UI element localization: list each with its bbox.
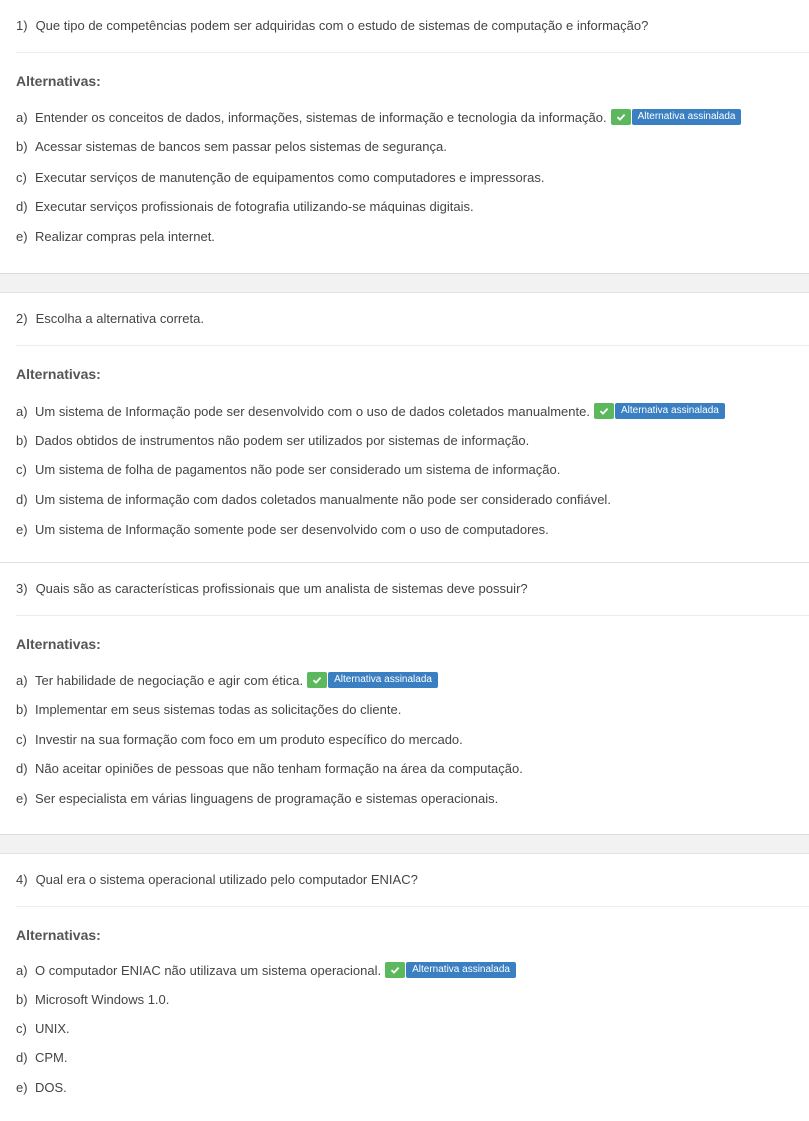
alternative-text: Dados obtidos de instrumentos não podem ser utilizados por sistemas de informação.	[35, 432, 530, 448]
question-card-1	[0, 0, 809, 274]
alternative-text: Acessar sistemas de bancos sem passar pelos sistemas de segurança.	[35, 138, 447, 154]
alternative-d[interactable]	[16, 196, 474, 216]
question-text	[16, 581, 528, 596]
alternative-text: Ter habilidade de negociação e agir com ética.	[35, 672, 304, 688]
alternative-letter: a)	[16, 962, 28, 978]
alternative-text: Executar serviços profissionais de fotografia utilizando-se máquinas digitais.	[35, 198, 474, 214]
question-statement: Quais são as características profissionais que um analista de sistemas deve possuir?	[35, 581, 528, 596]
alternative-text: Não aceitar opiniões de pessoas que não tenham formação na área da computação.	[35, 760, 523, 776]
question-text	[16, 311, 204, 326]
alternative-text: Executar serviços de manutenção de equipamentos como computadores e impressoras.	[35, 169, 545, 185]
divider	[16, 906, 809, 907]
alternative-letter: d)	[16, 198, 28, 214]
alternative-b[interactable]	[16, 989, 169, 1009]
alternative-c[interactable]	[16, 459, 560, 479]
question-statement: Qual era o sistema operacional utilizado pelo computador ENIAC?	[35, 872, 418, 887]
alternative-e[interactable]	[16, 226, 215, 246]
marked-answer-badge: Alternativa assinalada	[615, 403, 725, 419]
alternative-letter: e)	[16, 521, 28, 537]
alternative-text: Investir na sua formação com foco em um produto específico do mercado.	[35, 731, 463, 747]
alternative-b[interactable]	[16, 136, 447, 156]
alternative-e[interactable]	[16, 788, 498, 808]
divider	[16, 52, 809, 53]
check-icon	[594, 403, 614, 419]
alternative-text: Um sistema de informação com dados coletados manualmente não pode ser considerado confiável.	[35, 491, 611, 507]
alternative-letter: b)	[16, 701, 28, 717]
alternative-e[interactable]	[16, 1077, 67, 1097]
alternative-letter: e)	[16, 1079, 28, 1095]
alternative-letter: d)	[16, 1049, 28, 1065]
question-number: 1)	[16, 18, 28, 33]
question-number: 2)	[16, 311, 28, 326]
question-card-2	[0, 292, 809, 563]
alternative-c[interactable]	[16, 1018, 70, 1038]
alternative-text: Ser especialista em várias linguagens de programação e sistemas operacionais.	[35, 790, 499, 806]
check-icon	[611, 109, 631, 125]
alternative-text: Um sistema de Informação pode ser desenvolvido com o uso de dados coletados manualmente.	[35, 403, 590, 419]
alternative-letter: a)	[16, 403, 28, 419]
question-text	[16, 18, 648, 33]
alternative-a[interactable]	[16, 670, 438, 690]
alternative-letter: b)	[16, 991, 28, 1007]
alternative-letter: a)	[16, 672, 28, 688]
alternative-text: DOS.	[35, 1079, 67, 1095]
alternative-letter: b)	[16, 432, 28, 448]
alternatives-heading: Alternativas:	[16, 636, 101, 652]
question-text	[16, 872, 418, 887]
alternative-d[interactable]	[16, 489, 611, 509]
question-number: 4)	[16, 872, 28, 887]
alternative-text: Entender os conceitos de dados, informações, sistemas de informação e tecnologia da informação.	[35, 109, 607, 125]
alternative-letter: d)	[16, 760, 28, 776]
alternative-a[interactable]	[16, 401, 725, 421]
check-icon	[385, 962, 405, 978]
alternative-letter: b)	[16, 138, 28, 154]
alternative-letter: c)	[16, 461, 27, 477]
alternative-a[interactable]	[16, 107, 741, 127]
alternative-letter: e)	[16, 790, 28, 806]
alternative-c[interactable]	[16, 729, 463, 749]
alternative-text: Microsoft Windows 1.0.	[35, 991, 170, 1007]
alternative-text: UNIX.	[35, 1020, 70, 1036]
question-number: 3)	[16, 581, 28, 596]
alternative-letter: d)	[16, 491, 28, 507]
question-statement: Que tipo de competências podem ser adquiridas com o estudo de sistemas de computação e informação?	[35, 18, 649, 33]
alternative-c[interactable]	[16, 167, 544, 187]
alternative-d[interactable]	[16, 758, 523, 778]
question-card-3	[0, 562, 809, 835]
marked-answer-badge: Alternativa assinalada	[406, 962, 516, 978]
alternative-a[interactable]	[16, 960, 516, 980]
alternative-b[interactable]	[16, 699, 401, 719]
divider	[16, 345, 809, 346]
alternative-text: Implementar em seus sistemas todas as solicitações do cliente.	[35, 701, 402, 717]
check-icon	[307, 672, 327, 688]
alternative-letter: c)	[16, 169, 27, 185]
alternative-text: Um sistema de Informação somente pode ser desenvolvido com o uso de computadores.	[35, 521, 549, 537]
alternative-letter: c)	[16, 731, 27, 747]
alternative-b[interactable]	[16, 430, 529, 450]
alternatives-heading: Alternativas:	[16, 73, 101, 89]
question-statement: Escolha a alternativa correta.	[35, 311, 204, 326]
alternative-text: CPM.	[35, 1049, 68, 1065]
alternative-d[interactable]	[16, 1047, 68, 1067]
alternative-letter: a)	[16, 109, 28, 125]
marked-answer-badge: Alternativa assinalada	[632, 109, 742, 125]
alternative-text: Realizar compras pela internet.	[35, 228, 215, 244]
alternative-e[interactable]	[16, 519, 549, 539]
alternative-letter: c)	[16, 1020, 27, 1036]
marked-answer-badge: Alternativa assinalada	[328, 672, 438, 688]
alternative-text: O computador ENIAC não utilizava um sistema operacional.	[35, 962, 382, 978]
question-card-4	[0, 853, 809, 1121]
alternative-text: Um sistema de folha de pagamentos não pode ser considerado um sistema de informação.	[35, 461, 561, 477]
divider	[16, 615, 809, 616]
alternatives-heading: Alternativas:	[16, 927, 101, 943]
alternative-letter: e)	[16, 228, 28, 244]
alternatives-heading: Alternativas:	[16, 366, 101, 382]
